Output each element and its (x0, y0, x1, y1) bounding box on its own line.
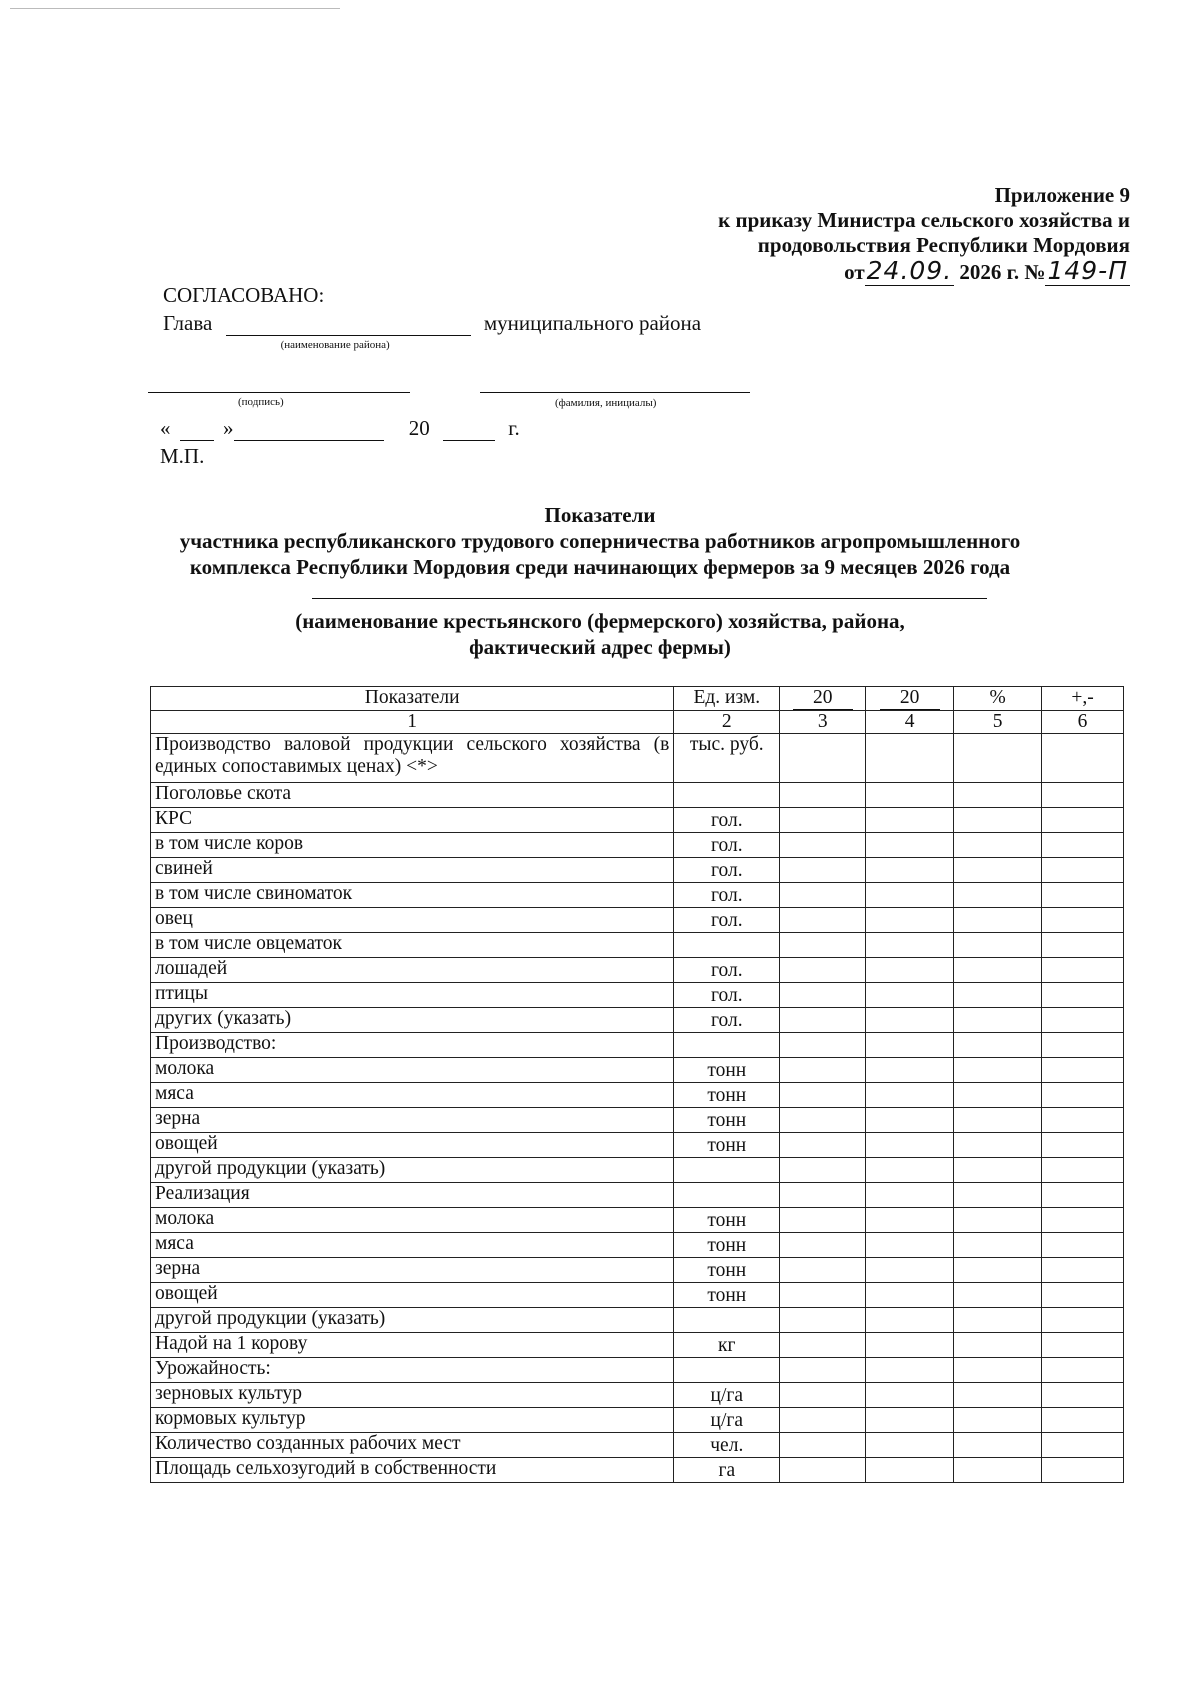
value-cell[interactable] (1042, 1433, 1124, 1458)
table-row (151, 858, 1124, 883)
value-cell[interactable] (954, 808, 1042, 833)
handwritten-order-number: 149-П (1047, 256, 1128, 285)
value-cell[interactable] (954, 883, 1042, 908)
row-unit: тыс. руб. (674, 734, 780, 783)
value-cell[interactable] (1042, 734, 1124, 783)
row-unit (674, 1183, 780, 1208)
value-cell[interactable] (780, 908, 866, 933)
value-cell[interactable] (866, 1433, 954, 1458)
value-cell[interactable] (954, 1183, 1042, 1208)
value-cell[interactable] (780, 1183, 866, 1208)
day-field[interactable] (180, 420, 214, 441)
table-row (151, 808, 1124, 833)
value-cell[interactable] (866, 1258, 954, 1283)
value-cell[interactable] (866, 1233, 954, 1258)
row-label: мяса (151, 1233, 674, 1258)
stamp-place: М.П. (160, 444, 205, 468)
district-suffix: муниципального района (483, 311, 702, 335)
value-cell[interactable] (866, 1408, 954, 1433)
header-indicator: Показатели (151, 687, 674, 711)
table-row (151, 1233, 1124, 1258)
name-caption: (фамилия, инициалы) (555, 397, 657, 409)
row-label: мяса (151, 1083, 674, 1108)
row-label: молока (151, 1058, 674, 1083)
value-cell[interactable] (780, 958, 866, 983)
column-number: 1 (151, 711, 674, 734)
value-cell[interactable] (780, 1358, 866, 1383)
value-cell[interactable] (954, 1333, 1042, 1358)
value-cell[interactable] (1042, 783, 1124, 808)
value-cell[interactable] (780, 808, 866, 833)
table-row (151, 958, 1124, 983)
table-header-row (151, 687, 1124, 711)
value-cell[interactable] (1042, 1183, 1124, 1208)
row-unit (674, 1308, 780, 1333)
table-row (151, 783, 1124, 808)
value-cell[interactable] (866, 1158, 954, 1183)
value-cell[interactable] (954, 1258, 1042, 1283)
value-cell[interactable] (1042, 1058, 1124, 1083)
value-cell[interactable] (866, 1083, 954, 1108)
value-cell[interactable] (866, 1383, 954, 1408)
table-row (151, 833, 1124, 858)
value-cell[interactable] (866, 908, 954, 933)
value-cell[interactable] (954, 1208, 1042, 1233)
value-cell[interactable] (1042, 1233, 1124, 1258)
farm-name-field[interactable] (312, 598, 987, 599)
indicators-table (150, 686, 1124, 1483)
row-unit: гол. (674, 833, 780, 858)
value-cell[interactable] (1042, 1458, 1124, 1483)
value-cell[interactable] (1042, 1083, 1124, 1108)
table-row (151, 1333, 1124, 1358)
table-row (151, 1458, 1124, 1483)
scan-top-edge (10, 8, 340, 9)
row-unit: гол. (674, 883, 780, 908)
value-cell[interactable] (1042, 933, 1124, 958)
table-row (151, 1183, 1124, 1208)
value-cell[interactable] (866, 1333, 954, 1358)
table-row (151, 1158, 1124, 1183)
value-cell[interactable] (866, 1458, 954, 1483)
value-cell[interactable] (780, 1083, 866, 1108)
row-label: в том числе коров (151, 833, 674, 858)
table-number-row (151, 711, 1124, 734)
value-cell[interactable] (780, 1008, 866, 1033)
value-cell[interactable] (866, 1033, 954, 1058)
row-unit: кг (674, 1333, 780, 1358)
header-diff: +,- (1042, 687, 1124, 711)
date-prefix: от (844, 260, 865, 284)
value-cell[interactable] (780, 1133, 866, 1158)
value-cell[interactable] (866, 1008, 954, 1033)
value-cell[interactable] (780, 1408, 866, 1433)
table-row (151, 883, 1124, 908)
table-row (151, 734, 1124, 783)
column-number: 5 (954, 711, 1042, 734)
head-label: Глава (163, 311, 213, 335)
value-cell[interactable] (1042, 1383, 1124, 1408)
value-cell[interactable] (780, 1258, 866, 1283)
value-cell[interactable] (954, 734, 1042, 783)
row-unit: гол. (674, 958, 780, 983)
row-unit: тонн (674, 1058, 780, 1083)
value-cell[interactable] (866, 1108, 954, 1133)
table-row (151, 1208, 1124, 1233)
header-year-1: 20 (780, 687, 866, 711)
agreement-date-line (160, 416, 520, 441)
value-cell[interactable] (954, 1408, 1042, 1433)
year-prefix: 20 (408, 416, 430, 440)
value-cell[interactable] (954, 1158, 1042, 1183)
value-cell[interactable] (954, 1033, 1042, 1058)
row-unit: гол. (674, 1008, 780, 1033)
signature-line[interactable] (148, 392, 410, 393)
handwritten-date: 24.09. (866, 256, 953, 285)
row-label: в том числе овцематок (151, 933, 674, 958)
value-cell[interactable] (780, 1233, 866, 1258)
row-label: овец (151, 908, 674, 933)
row-unit: тонн (674, 1133, 780, 1158)
row-label: лошадей (151, 958, 674, 983)
row-unit: гол. (674, 983, 780, 1008)
column-number: 6 (1042, 711, 1124, 734)
value-cell[interactable] (780, 734, 866, 783)
appendix-date-line (718, 258, 1130, 285)
value-cell[interactable] (780, 858, 866, 883)
value-cell[interactable] (780, 1458, 866, 1483)
value-cell[interactable] (866, 1183, 954, 1208)
value-cell[interactable] (866, 783, 954, 808)
row-label: других (указать) (151, 1008, 674, 1033)
district-caption: (наименование района) (280, 339, 390, 351)
header-percent: % (954, 687, 1042, 711)
farm-name-caption (0, 608, 1200, 660)
row-unit: тонн (674, 1208, 780, 1233)
value-cell[interactable] (1042, 833, 1124, 858)
value-cell[interactable] (1042, 1333, 1124, 1358)
value-cell[interactable] (1042, 1308, 1124, 1333)
table-row (151, 1258, 1124, 1283)
row-unit (674, 1358, 780, 1383)
appendix-order-line: к приказу Министра сельского хозяйства и (718, 208, 1130, 232)
table-row (151, 983, 1124, 1008)
row-label: овощей (151, 1283, 674, 1308)
row-label: в том числе свиноматок (151, 883, 674, 908)
value-cell[interactable] (954, 1283, 1042, 1308)
table-row (151, 1133, 1124, 1158)
row-unit: га (674, 1458, 780, 1483)
value-cell[interactable] (866, 1133, 954, 1158)
row-label: КРС (151, 808, 674, 833)
value-cell[interactable] (780, 1283, 866, 1308)
row-unit: ц/га (674, 1383, 780, 1408)
value-cell[interactable] (780, 1308, 866, 1333)
value-cell[interactable] (954, 783, 1042, 808)
value-cell[interactable] (866, 858, 954, 883)
table-row (151, 933, 1124, 958)
row-unit: гол. (674, 908, 780, 933)
table-row (151, 1433, 1124, 1458)
value-cell[interactable] (780, 1058, 866, 1083)
row-label: птицы (151, 983, 674, 1008)
value-cell[interactable] (954, 908, 1042, 933)
value-cell[interactable] (954, 1433, 1042, 1458)
value-cell[interactable] (954, 858, 1042, 883)
row-unit: тонн (674, 1108, 780, 1133)
value-cell[interactable] (780, 1433, 866, 1458)
column-number: 4 (866, 711, 954, 734)
value-cell[interactable] (1042, 1108, 1124, 1133)
signature-caption: (подпись) (238, 396, 284, 408)
value-cell[interactable] (780, 1208, 866, 1233)
row-label: овощей (151, 1133, 674, 1158)
value-cell[interactable] (866, 1358, 954, 1383)
value-cell[interactable] (866, 734, 954, 783)
row-label: Урожайность: (151, 1358, 674, 1383)
row-unit: ц/га (674, 1408, 780, 1433)
row-label: свиней (151, 858, 674, 883)
value-cell[interactable] (1042, 858, 1124, 883)
appendix-number: Приложение 9 (994, 183, 1130, 207)
header-year-2: 20 (866, 687, 954, 711)
row-label: Производство валовой продукции сельского хозяйства (в единых сопоставимых ценах) <*> (151, 734, 674, 783)
header-unit: Ед. изм. (674, 687, 780, 711)
value-cell[interactable] (866, 1283, 954, 1308)
value-cell[interactable] (954, 833, 1042, 858)
value-cell[interactable] (780, 1333, 866, 1358)
value-cell[interactable] (866, 983, 954, 1008)
value-cell[interactable] (954, 1308, 1042, 1333)
row-unit: тонн (674, 1258, 780, 1283)
value-cell[interactable] (1042, 808, 1124, 833)
title-line-3: комплекса Республики Мордовия среди начинающих фермеров за 9 месяцев 2026 года (189, 555, 1011, 579)
name-line[interactable] (480, 392, 750, 393)
row-unit: тонн (674, 1283, 780, 1308)
appendix-ministry-line: продовольствия Республики Мордовия (757, 233, 1130, 257)
value-cell[interactable] (866, 808, 954, 833)
agreement-heading: СОГЛАСОВАНО: (163, 283, 325, 307)
table-row (151, 1283, 1124, 1308)
value-cell[interactable] (954, 1358, 1042, 1383)
table-row (151, 1108, 1124, 1133)
value-cell[interactable] (1042, 1408, 1124, 1433)
value-cell[interactable] (1042, 1258, 1124, 1283)
year-field[interactable] (443, 420, 495, 441)
row-label: Количество созданных рабочих мест (151, 1433, 674, 1458)
row-unit (674, 783, 780, 808)
open-quote: « (160, 416, 171, 440)
row-unit (674, 1158, 780, 1183)
value-cell[interactable] (954, 933, 1042, 958)
table-row (151, 1033, 1124, 1058)
agreement-head-line (163, 311, 702, 351)
date-year: 2026 г. № (959, 260, 1046, 284)
value-cell[interactable] (780, 1158, 866, 1183)
value-cell[interactable] (954, 1233, 1042, 1258)
row-label: Надой на 1 корову (151, 1333, 674, 1358)
table-row (151, 1358, 1124, 1383)
column-number: 3 (780, 711, 866, 734)
column-number: 2 (674, 711, 780, 734)
value-cell[interactable] (780, 1033, 866, 1058)
value-cell[interactable] (866, 1308, 954, 1333)
value-cell[interactable] (866, 1058, 954, 1083)
table-row (151, 1308, 1124, 1333)
value-cell[interactable] (866, 883, 954, 908)
year-suffix: г. (508, 416, 520, 440)
appendix-header (718, 183, 1130, 285)
month-field[interactable] (234, 420, 384, 441)
value-cell[interactable] (954, 1383, 1042, 1408)
row-unit (674, 933, 780, 958)
value-cell[interactable] (780, 933, 866, 958)
table-row (151, 1083, 1124, 1108)
value-cell[interactable] (1042, 1158, 1124, 1183)
value-cell[interactable] (780, 983, 866, 1008)
value-cell[interactable] (780, 1108, 866, 1133)
document-title (0, 502, 1200, 580)
value-cell[interactable] (954, 1008, 1042, 1033)
value-cell[interactable] (1042, 1283, 1124, 1308)
table-row (151, 908, 1124, 933)
row-label: Поголовье скота (151, 783, 674, 808)
title-line-2: участника республиканского трудового соперничества работников агропромышленного (179, 529, 1021, 553)
farm-caption-line-1: (наименование крестьянского (фермерского) хозяйства, района, (295, 609, 905, 633)
value-cell[interactable] (866, 958, 954, 983)
value-cell[interactable] (780, 783, 866, 808)
row-unit: чел. (674, 1433, 780, 1458)
row-label: молока (151, 1208, 674, 1233)
value-cell[interactable] (1042, 958, 1124, 983)
value-cell[interactable] (1042, 1033, 1124, 1058)
row-unit: тонн (674, 1233, 780, 1258)
value-cell[interactable] (954, 958, 1042, 983)
table-row (151, 1058, 1124, 1083)
table-row (151, 1008, 1124, 1033)
value-cell[interactable] (780, 883, 866, 908)
row-unit: гол. (674, 858, 780, 883)
row-label: Производство: (151, 1033, 674, 1058)
row-label: зерновых культур (151, 1383, 674, 1408)
row-label: другой продукции (указать) (151, 1158, 674, 1183)
value-cell[interactable] (954, 1108, 1042, 1133)
value-cell[interactable] (954, 1058, 1042, 1083)
value-cell[interactable] (954, 983, 1042, 1008)
value-cell[interactable] (1042, 883, 1124, 908)
value-cell[interactable] (954, 1458, 1042, 1483)
close-quote: » (223, 416, 234, 440)
value-cell[interactable] (780, 1383, 866, 1408)
value-cell[interactable] (866, 1208, 954, 1233)
row-label: другой продукции (указать) (151, 1308, 674, 1333)
row-label: зерна (151, 1108, 674, 1133)
value-cell[interactable] (1042, 1133, 1124, 1158)
value-cell[interactable] (1042, 983, 1124, 1008)
value-cell[interactable] (866, 833, 954, 858)
title-heading: Показатели (544, 503, 656, 527)
row-unit: гол. (674, 808, 780, 833)
row-label: Реализация (151, 1183, 674, 1208)
value-cell[interactable] (1042, 1208, 1124, 1233)
value-cell[interactable] (954, 1133, 1042, 1158)
district-field[interactable] (226, 311, 471, 351)
table-row (151, 1408, 1124, 1433)
row-label: кормовых культур (151, 1408, 674, 1433)
value-cell[interactable] (954, 1083, 1042, 1108)
row-unit (674, 1033, 780, 1058)
row-label: зерна (151, 1258, 674, 1283)
table-row (151, 1383, 1124, 1408)
farm-caption-line-2: фактический адрес фермы) (469, 635, 731, 659)
value-cell[interactable] (1042, 1008, 1124, 1033)
value-cell[interactable] (1042, 908, 1124, 933)
value-cell[interactable] (780, 833, 866, 858)
value-cell[interactable] (1042, 1358, 1124, 1383)
row-label: Площадь сельхозугодий в собственности (151, 1458, 674, 1483)
value-cell[interactable] (866, 933, 954, 958)
row-unit: тонн (674, 1083, 780, 1108)
